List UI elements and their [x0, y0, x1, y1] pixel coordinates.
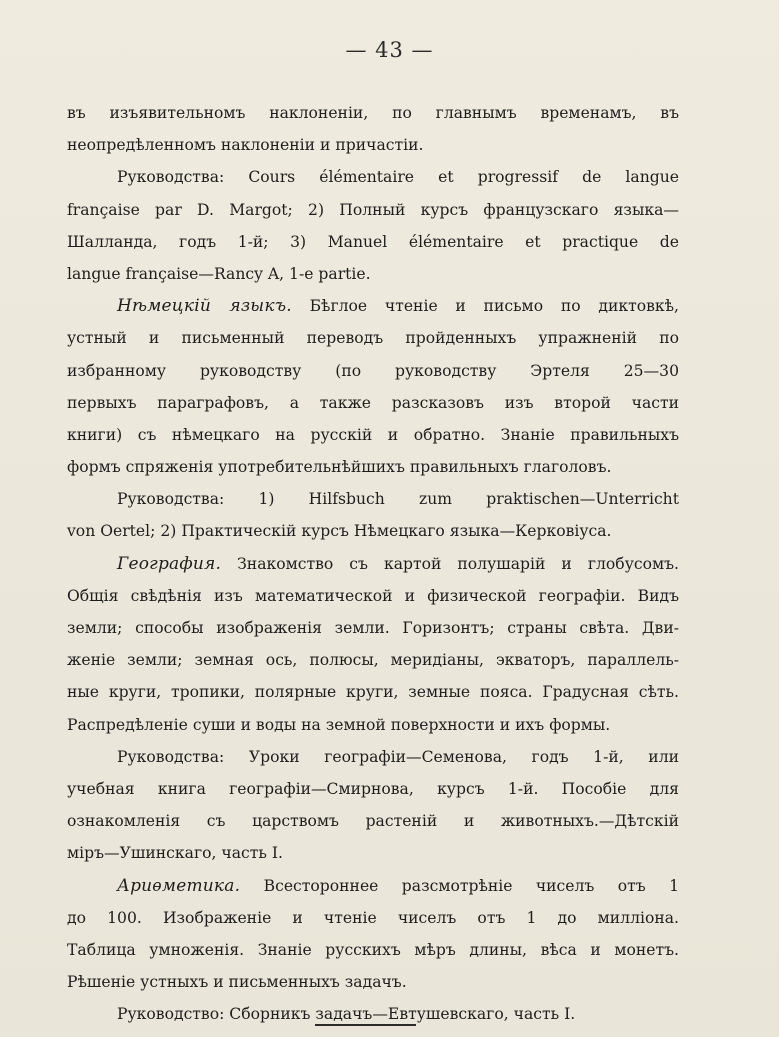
line-text: von Oertel; 2) Практическій курсъ Нѣмецкаго языка—Керковіуса. — [67, 522, 612, 541]
line-text: первыхъ параграфовъ, а также разсказовъ изъ второй части — [67, 393, 679, 412]
text-line — [67, 226, 679, 258]
line-text: Всестороннее разсмотрѣніе чиселъ отъ 1 — [263, 876, 679, 895]
body-text — [67, 97, 679, 1030]
line-text: въ изъявительномъ наклоненіи, по главнымъ временамъ, въ — [67, 104, 679, 122]
text-line — [67, 870, 679, 902]
line-text: ные круги, тропики, полярные круги, земные пояса. Градусная сѣть. — [67, 683, 679, 702]
text-line — [67, 966, 679, 998]
line-text: книги) съ нѣмецкаго на русскій и обратно. Знаніе правильныхъ — [67, 425, 679, 444]
line-text: Распредѣленіе суши и воды на земной поверхности и ихъ формы. — [67, 715, 611, 734]
text-line — [67, 515, 679, 547]
line-text: до 100. Изображеніе и чтеніе чиселъ отъ 1 до милліона. — [67, 908, 679, 927]
text-line — [67, 934, 679, 966]
subject-heading: География. — [117, 553, 222, 574]
line-text: женіе земли; земная ось, полюсы, меридіаны, экваторъ, параллель- — [67, 651, 679, 670]
line-text: Знакомство съ картой полушарій и глобусомъ. — [237, 554, 679, 573]
line-text: Бѣглое чтеніе и письмо по диктовкѣ, — [309, 297, 679, 316]
text-line — [67, 194, 679, 226]
text-line — [67, 97, 679, 129]
line-text: française par D. Margot; 2) Полный курсъ французскаго языка— — [67, 200, 679, 219]
text-line — [67, 612, 679, 644]
line-text: langue française—Rancy A, 1-e partie. — [67, 264, 371, 283]
subject-heading: Нѣмецкій языкъ. — [117, 296, 292, 317]
text-line — [67, 741, 679, 773]
text-line — [67, 161, 679, 193]
line-text: Таблица умноженія. Знаніе русскихъ мѣръ длины, вѣса и монетъ. — [67, 940, 679, 959]
text-line — [67, 580, 679, 612]
text-line — [67, 290, 679, 322]
text-line — [67, 451, 679, 483]
line-text: учебная книга географіи—Смирнова, курсъ 1-й. Пособіе для — [67, 779, 679, 798]
text-line — [67, 805, 679, 837]
line-text: Шалланда, годъ 1-й; 3) Manuel élémentaire et practique de — [67, 232, 679, 251]
text-line — [67, 644, 679, 676]
line-text: Рѣшеніе устныхъ и письменныхъ задачъ. — [67, 973, 407, 992]
line-text: Общія свѣдѣнія изъ математической и физической географіи. Видъ — [67, 586, 679, 605]
text-line — [67, 483, 679, 515]
text-line — [67, 258, 679, 290]
page-number: — 43 — — [345, 38, 434, 62]
text-line — [67, 837, 679, 869]
text-line — [67, 355, 679, 387]
line-text: міръ—Ушинскаго, часть I. — [67, 844, 283, 863]
line-text: формъ спряженія употребительнѣйшихъ правильныхъ глаголовъ. — [67, 458, 612, 477]
text-line — [67, 322, 679, 354]
text-line — [67, 548, 679, 580]
line-text: земли; способы изображенія земли. Горизонтъ; страны свѣта. Дви- — [67, 619, 679, 637]
text-line — [67, 419, 679, 451]
text-line — [67, 773, 679, 805]
line-text: Руководства: 1) Hilfsbuch zum praktischen—Unterricht — [117, 490, 679, 509]
line-text: неопредѣленномъ наклоненіи и причастіи. — [67, 136, 424, 155]
line-text: ознакомленія съ царствомъ растеній и животныхъ.—Дѣтскій — [67, 812, 679, 831]
text-line — [67, 129, 679, 161]
text-line — [67, 387, 679, 419]
text-line — [67, 709, 679, 741]
line-text: Руководство: Сборникъ задачъ—Евтушевскаго, часть I. — [117, 1005, 576, 1024]
line-text: Руководства: Уроки географіи—Семенова, годъ 1-й, или — [117, 747, 679, 766]
line-text: устный и письменный переводъ пройденныхъ упражненій по — [67, 329, 679, 348]
line-text: избранному руководству (по руководству Эртеля 25—30 — [67, 361, 679, 380]
closing-rule — [315, 1024, 416, 1026]
subject-heading: Ариѳметика. — [117, 875, 241, 896]
text-line — [67, 676, 679, 708]
line-text: Руководства: Cours élémentaire et progressif de langue — [117, 168, 679, 187]
text-line — [67, 902, 679, 934]
